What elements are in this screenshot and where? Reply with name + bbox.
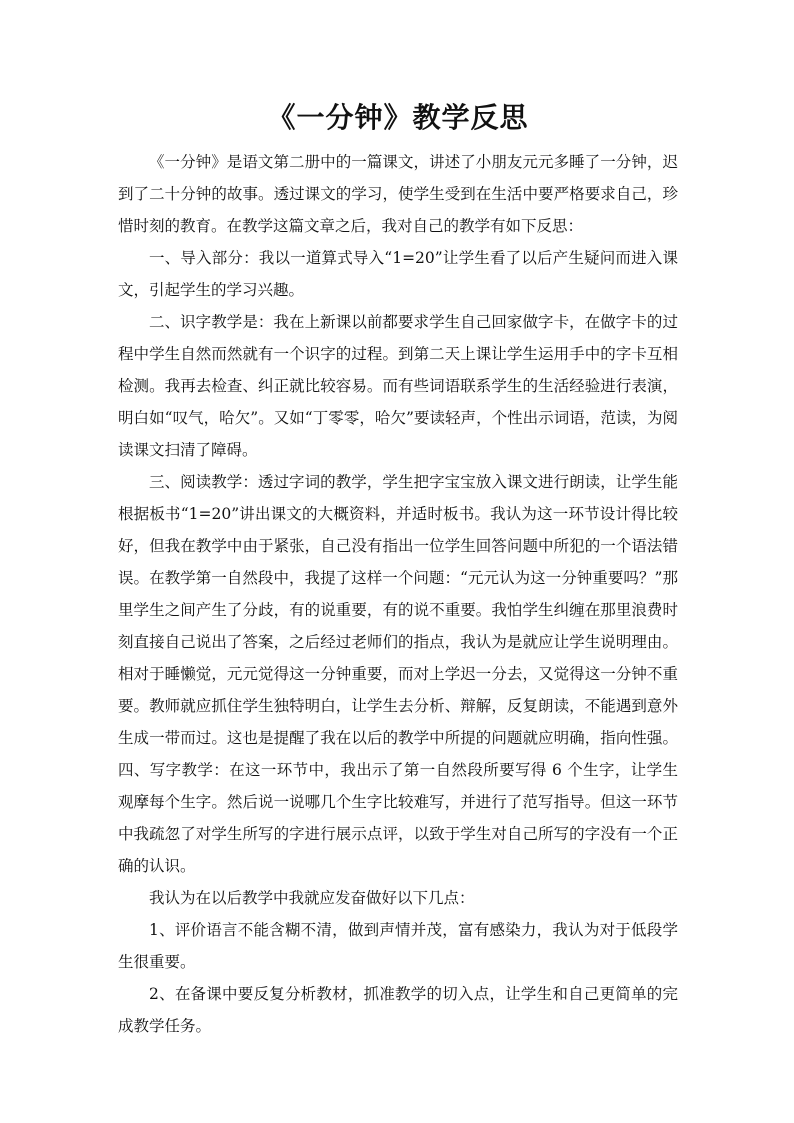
section-intro-paragraph: 一、导入部分：我以一道算式导入“1=20”让学生看了以后产生疑问而进入课文，引起学生的学习兴趣。 [118, 249, 678, 299]
document-page [118, 96, 678, 1042]
improvement-item-1: 1、评价语言不能含糊不清，做到声情并茂，富有感染力，我认为对于低段学生很重要。 [118, 921, 678, 971]
document-title: 《一分钟》教学反思 [267, 101, 529, 134]
intro-paragraph: 《一分钟》是语文第二册中的一篇课文，讲述了小朋友元元多睡了一分钟，迟到了二十分钟的故事。透过课文的学习，使学生受到在生活中要严格要求自己，珍惜时刻的教育。在教学这篇文章之后，我对自己的教学有如下反思： [118, 153, 678, 235]
improvement-item-2: 2、在备课中要反复分析教材，抓准教学的切入点，让学生和自己更简单的完成教学任务。 [118, 985, 678, 1035]
improvement-lead-paragraph: 我认为在以后教学中我就应发奋做好以下几点： [149, 889, 475, 907]
section-literacy-paragraph: 二、识字教学是：我在上新课以前都要求学生自己回家做字卡，在做字卡的过程中学生自然而然就有一个识字的过程。到第二天上课让学生运用手中的字卡互相检测。我再去检查、纠正就比较容易。而有些词语联系学生的生活经验进行表演，明白如“叹气，哈欠”。又如“丁零零，哈欠”要读轻声，个性出示词语，范读，为阅读课文扫清了障碍。 [118, 313, 678, 459]
section-reading-paragraph: 三、阅读教学：透过字词的教学，学生把字宝宝放入课文进行朗读，让学生能根据板书“1=20”讲出课文的大概资料，并适时板书。我认为这一环节设计得比较好，但我在教学中由于紧张，自己没有指出一位学生回答问题中所犯的一个语法错误。在教学第一自然段中，我提了这样一个问题：“元元认为这一分钟重要吗？”那里学生之间产生了分歧，有的说重要，有的说不重要。我怕学生纠缠在那里浪费时刻直接自己说出了答案，之后经过老师们的指点，我认为是就应让学生说明理由。相对于睡懒觉，元元觉得这一分钟重要，而对上学迟一分去，又觉得这一分钟不重要。教师就应抓住学生独特明白，让学生去分析、辩解，反复朗读，不能遇到意外生成一带而过。这也是提醒了我在以后的教学中所提的问题就应明确，指向性强。四、写字教学：在这一环节中，我出示了第一自然段所要写得 6 个生字，让学生观摩每个生字。然后说一说哪几个生字比较难写，并进行了范写指导。但这一环节中我疏忽了对学生所写的字进行展示点评，以致于学生对自己所写的字没有一个正确的认识。 [118, 473, 678, 875]
